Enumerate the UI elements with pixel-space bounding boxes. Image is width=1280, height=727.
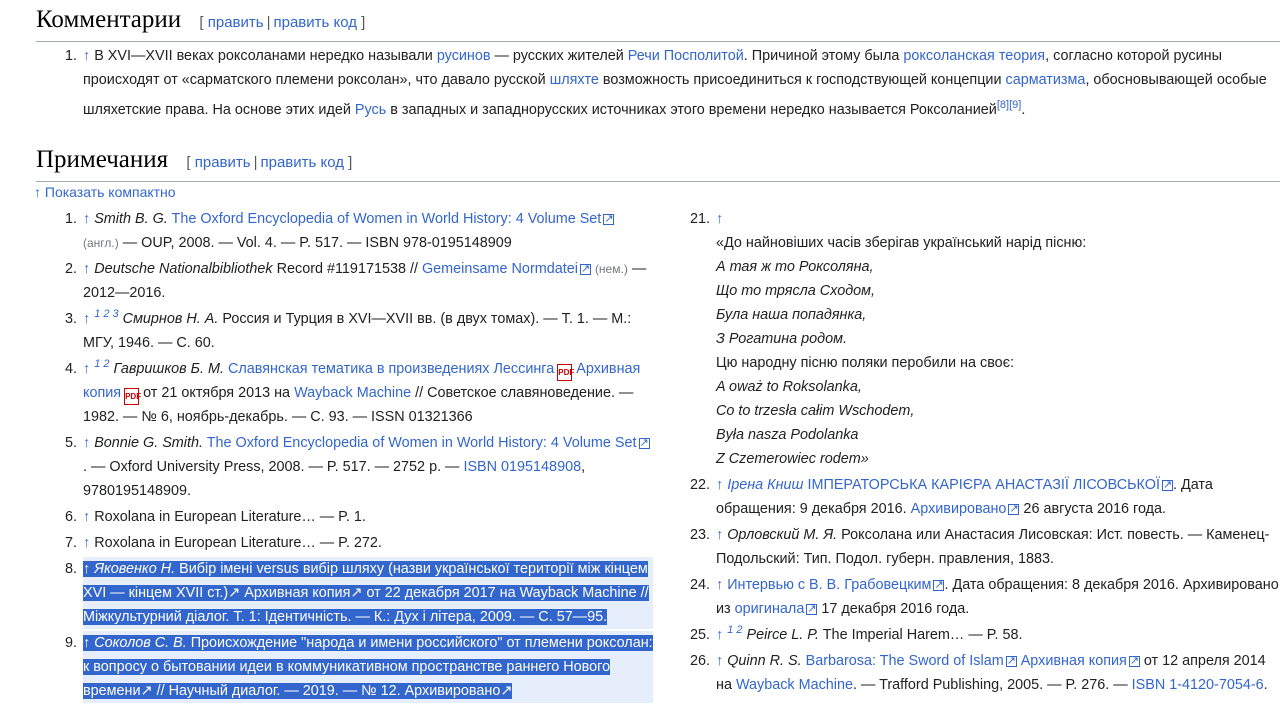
external-link-icon: ↗ [350, 585, 363, 601]
note-number: 6. [65, 509, 78, 525]
note-number: 3. [65, 311, 78, 327]
backref-arrow[interactable]: ↑ [83, 311, 91, 327]
backref-arrow[interactable]: ↑ [716, 477, 724, 493]
note-link[interactable]: ІМПЕРАТОРСЬКА КАРІЄРА АНАСТАЗІЇ ЛІСОВСЬКОЇ ↗ [807, 477, 1172, 493]
note-text: The Imperial Harem… — P. 58. [819, 627, 1023, 643]
comment-text: В XVI—XVII веках роксоланами нередко называли [94, 48, 437, 64]
note-text: . Дата обращения: 9 декабря 2016. [716, 477, 1213, 517]
note-item [65, 531, 653, 555]
backref-arrow[interactable]: ↑ [716, 211, 724, 227]
poem-line: Była nasza Podolanka [716, 427, 859, 443]
comment-text: , согласно которой русины происходят от «сарматского племени роксолан», что давало русской [83, 48, 1222, 88]
archived-link[interactable]: Архивировано ↗ [911, 501, 1020, 517]
note-link[interactable]: Gemeinsame Normdatei ↗ [422, 261, 591, 277]
comment-text: возможность присоединиться к господствующей концепции [598, 72, 1006, 88]
note-text: Вибір імені versus вибір шляху (назви української території між кінцем XVI — кінцем XVII ст.) [83, 561, 648, 601]
note-item [690, 623, 1280, 647]
note-text: . — Trafford Publishing, 2005. — P. 276. — [853, 677, 1132, 693]
poem-line: Co to trzesła całim Wschodem, [716, 403, 915, 419]
link-sarmatism[interactable]: сарматизма [1005, 72, 1086, 88]
note-item [690, 523, 1280, 571]
ref-9[interactable]: [9] [1009, 99, 1022, 111]
backref-arrow[interactable]: ↑ [716, 627, 724, 643]
archive-link[interactable]: Архивная копия [83, 361, 641, 401]
note-author-link[interactable]: Ірена Книш [727, 477, 804, 493]
note-author: Соколов С. В. [94, 635, 187, 651]
note-text: 26 августа 2016 года. [1019, 501, 1167, 517]
pdf-icon: PDF [557, 364, 572, 381]
ref-8[interactable]: [8] [996, 99, 1010, 111]
note-author: Орловский М. Я. [727, 527, 838, 543]
poem-line: «До найновіших часів зберігав український нарід пісню: [716, 235, 1087, 251]
poem-line: Що то трясла Сходом, [716, 283, 876, 299]
note-item [65, 357, 653, 429]
external-link-icon: ↗ [140, 683, 153, 699]
poem-block [716, 231, 1280, 471]
link-rusins[interactable]: русинов [436, 48, 491, 64]
backref-arrow[interactable]: ↑ [716, 577, 724, 593]
backref-arrow[interactable]: ↑ [83, 635, 91, 651]
note-text: 17 декабря 2016 года. [817, 601, 970, 617]
note-item [65, 431, 653, 503]
comment-text: — русских жителей [490, 48, 628, 64]
backref-arrow[interactable]: ↑ [83, 509, 91, 525]
note-number: 2. [65, 261, 78, 277]
poem-line: З Рогатина родом. [716, 331, 847, 347]
note-item-selected [65, 631, 653, 703]
backref-arrow[interactable]: ↑ [716, 653, 724, 669]
external-link-icon: ↗ [228, 585, 241, 601]
note-number: 5. [65, 435, 78, 451]
note-text: Роксолана или Анастасия Лисовская: Ист. повесть. — Каменец-Подольский: Тип. Подол. губерн. правления, 1883. [716, 527, 1270, 567]
note-number: 4. [65, 361, 78, 377]
note-number: 1. [65, 211, 78, 227]
wayback-link[interactable]: Wayback Machine [735, 677, 853, 693]
link-rus[interactable]: Русь [354, 101, 387, 118]
note-number: 9. [65, 635, 78, 651]
comment-item [65, 44, 1278, 122]
note-text: . Дата обращения: 8 декабря 2016. Архивировано из [716, 577, 1279, 617]
comment-text: , обосновывающей особые шляхетские права. На основе этих идей [83, 72, 1267, 118]
note-text: — 2012—2016. [83, 261, 647, 301]
note-text: Record #119171538 // [272, 261, 422, 277]
poem-line: Z Czemerowiec rodem» [716, 451, 869, 467]
isbn-link[interactable]: ISBN 0195148908 [463, 459, 582, 475]
backref-arrow[interactable]: ↑ [83, 261, 91, 277]
notes-editsection: [ править | править код ] [186, 154, 353, 171]
note-link[interactable]: Интервью с В. В. Грабовецким ↗ [727, 577, 944, 593]
note-number: 26. [690, 653, 711, 669]
comments-list [65, 44, 1278, 122]
note-number: 8. [65, 561, 78, 577]
notes-heading [36, 144, 1280, 182]
note-item [65, 505, 653, 529]
note-link[interactable]: The Oxford Encyclopedia of Women in World History: 4 Volume Set ↗ [172, 211, 615, 227]
backref-arrow[interactable]: ↑ [83, 211, 91, 227]
link-roksolan-theory[interactable]: роксоланская теория [903, 48, 1046, 64]
note-link[interactable]: Славянская тематика в произведениях Лессинга [227, 361, 555, 377]
note-author: Peirce L. P. [746, 627, 820, 643]
comments-edit-code-link[interactable]: править код [273, 14, 358, 31]
comment-text: . [1021, 101, 1026, 118]
comments-editsection: [ править | править код ] [199, 14, 366, 31]
poem-line: А тая ж то Роксоляна, [716, 259, 874, 275]
isbn-link[interactable]: ISBN 1-4120-7054-6 [1131, 677, 1264, 693]
note-text: . — Oxford University Press, 2008. — P. 517. — 2752 p. — [83, 459, 464, 475]
comments-edit-link[interactable]: править [207, 14, 264, 31]
note-link[interactable]: Barbarosa: The Sword of Islam ↗ [806, 653, 1017, 669]
note-number: 25. [690, 627, 711, 643]
lang-tag: (англ.) [83, 236, 119, 250]
comment-text: . Причиной этому была [743, 48, 904, 64]
notes-left-column [65, 207, 653, 705]
note-text: — OUP, 2008. — Vol. 4. — P. 517. — ISBN 978-0195148909 [118, 235, 512, 251]
note-item [690, 649, 1280, 697]
note-item-selected [65, 557, 653, 629]
note-number: 23. [690, 527, 711, 543]
poem-line: Була наша попадянка, [716, 307, 867, 323]
note-item [690, 473, 1280, 521]
note-text: // Научный диалог. — 2019. — № 12. Архивировано [152, 683, 501, 699]
backref-arrow[interactable]: ↑ [83, 48, 91, 64]
note-text: Roxolana in European Literature… — P. 1. [94, 509, 366, 525]
note-item [65, 307, 653, 355]
show-compact-link[interactable]: ↑ Показать компактно [34, 184, 176, 200]
note-author: Smith B. G. [94, 211, 168, 227]
external-link-icon: ↗ [500, 683, 513, 699]
poem-line: Цю народну пісню поляки перобили на своє: [716, 355, 1015, 371]
link-rech-pospolitaya[interactable]: Речи Посполитой [627, 48, 744, 64]
note-author: Bonnie G. Smith. [94, 435, 203, 451]
note-author: Яковенко Н. [94, 561, 176, 577]
archive-link[interactable]: Архивная копия ↗ [1021, 653, 1140, 669]
notes-edit-link[interactable]: править [194, 154, 251, 171]
note-text: // Советское славяноведение. — 1982. — № 6, ноябрь-декабрь. — С. 93. — ISSN 01321366 [83, 385, 634, 425]
backref-arrow[interactable]: ↑ [83, 435, 91, 451]
note-text: от 21 октября 2013 на [139, 385, 295, 401]
note-text: от 12 апреля 2014 на [716, 653, 1266, 693]
archive-link[interactable]: Архивная копия [244, 585, 351, 601]
note-text: Roxolana in European Literature… — P. 272. [94, 535, 382, 551]
link-shlyakhta[interactable]: шляхте [549, 72, 599, 88]
poem-line: A oważ to Roksolanka, [716, 379, 862, 395]
pdf-icon: PDF [124, 388, 139, 405]
note-number: 22. [690, 477, 711, 493]
note-item [65, 207, 653, 255]
note-author: Смирнов Н. А. [122, 311, 219, 327]
note-number: 24. [690, 577, 711, 593]
comment-number: 1. [65, 48, 78, 64]
comment-text: в западных и западнорусских источниках этого времени нередко называется Роксоланией [386, 101, 997, 118]
note-text: , 9780195148909. [83, 459, 586, 499]
note-author: Гавришков Б. М. [113, 361, 224, 377]
backref-arrow[interactable]: ↑ [716, 527, 724, 543]
note-number: 21. [690, 211, 711, 227]
notes-heading-title: Примечания [36, 146, 169, 173]
wayback-link[interactable]: Wayback Machine [294, 385, 412, 401]
note-author: Deutsche Nationalbibliothek [94, 261, 273, 277]
original-link[interactable]: оригинала ↗ [735, 601, 818, 617]
note-author: Quinn R. S. [727, 653, 802, 669]
note-text: Россия и Турция в XVI—XVII вв. (в двух томах). — Т. 1. — М.: МГУ, 1946. — С. 60. [83, 311, 632, 351]
comments-heading-title: Комментарии [36, 6, 182, 33]
note-item [65, 257, 653, 305]
lang-tag: (нем.) [594, 262, 628, 276]
note-text: от 22 декабря 2017 на Wayback Machine // Міжкультурний діалог. Т. 1: Ідентичність. — К.: Дух і літера, 2009. — С. 57—95. [83, 585, 649, 625]
note-text: . [1263, 677, 1268, 693]
comments-heading [36, 4, 1280, 42]
note-item [690, 207, 1280, 471]
note-text: Происхождение "народа и имени российского" от племени роксолан: к вопросу о бытовании идеи в коммуникативном пространстве раннего Нового времени [83, 635, 653, 699]
backref-sups[interactable]: 1 2 3 [94, 308, 119, 321]
note-number: 7. [65, 535, 78, 551]
backref-arrow[interactable]: ↑ [83, 535, 91, 551]
backref-arrow[interactable]: ↑ [83, 361, 91, 377]
backref-sups[interactable]: 1 2 [94, 358, 110, 371]
backref-sups[interactable]: 1 2 [727, 624, 743, 637]
note-item [690, 573, 1280, 621]
notes-edit-code-link[interactable]: править код [260, 154, 345, 171]
notes-right-column [690, 207, 1280, 699]
backref-arrow[interactable]: ↑ [83, 561, 91, 577]
note-link[interactable]: The Oxford Encyclopedia of Women in World History: 4 Volume Set ↗ [207, 435, 650, 451]
